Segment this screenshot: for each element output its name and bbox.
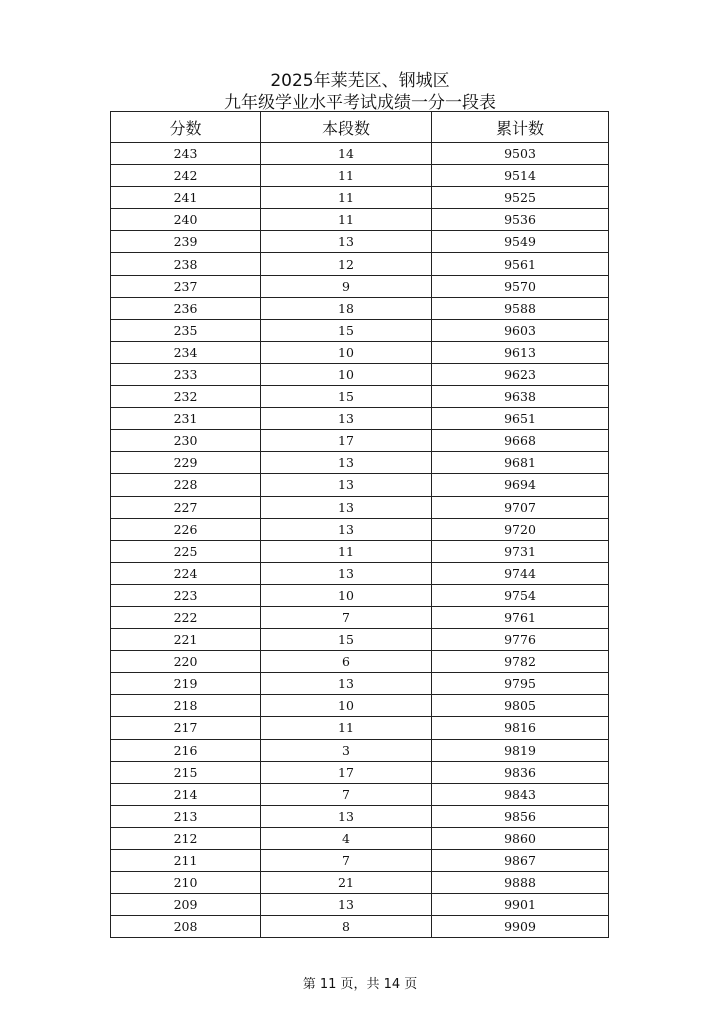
segment-count-cell: 13 bbox=[261, 518, 432, 540]
segment-count-cell: 6 bbox=[261, 651, 432, 673]
table-row bbox=[111, 209, 609, 231]
score-cell: 224 bbox=[111, 562, 261, 584]
document-title-line-1: 2025年莱芜区、钢城区 bbox=[270, 71, 450, 91]
table-row bbox=[111, 783, 609, 805]
table-row bbox=[111, 363, 609, 385]
table-row bbox=[111, 386, 609, 408]
segment-count-cell: 17 bbox=[261, 430, 432, 452]
table-row bbox=[111, 827, 609, 849]
table-row bbox=[111, 143, 609, 165]
score-cell: 228 bbox=[111, 474, 261, 496]
table-row bbox=[111, 673, 609, 695]
score-cell: 215 bbox=[111, 761, 261, 783]
cumulative-count-cell: 9525 bbox=[432, 187, 609, 209]
score-cell: 241 bbox=[111, 187, 261, 209]
header-score: 分数 bbox=[111, 112, 261, 143]
score-cell: 235 bbox=[111, 319, 261, 341]
segment-count-cell: 18 bbox=[261, 297, 432, 319]
table-row bbox=[111, 452, 609, 474]
document-title-line-2: 九年级学业水平考试成绩一分一段表 bbox=[224, 93, 496, 113]
score-cell: 231 bbox=[111, 408, 261, 430]
table-row bbox=[111, 430, 609, 452]
score-cell: 221 bbox=[111, 629, 261, 651]
table-row bbox=[111, 606, 609, 628]
segment-count-cell: 11 bbox=[261, 540, 432, 562]
cumulative-count-cell: 9720 bbox=[432, 518, 609, 540]
segment-count-cell: 12 bbox=[261, 253, 432, 275]
cumulative-count-cell: 9651 bbox=[432, 408, 609, 430]
score-distribution-table bbox=[110, 111, 609, 938]
score-cell: 214 bbox=[111, 783, 261, 805]
cumulative-count-cell: 9867 bbox=[432, 850, 609, 872]
segment-count-cell: 11 bbox=[261, 187, 432, 209]
cumulative-count-cell: 9761 bbox=[432, 606, 609, 628]
score-cell: 212 bbox=[111, 827, 261, 849]
score-cell: 230 bbox=[111, 430, 261, 452]
score-cell: 208 bbox=[111, 916, 261, 938]
table-row bbox=[111, 253, 609, 275]
table-row bbox=[111, 916, 609, 938]
cumulative-count-cell: 9860 bbox=[432, 827, 609, 849]
segment-count-cell: 11 bbox=[261, 165, 432, 187]
cumulative-count-cell: 9694 bbox=[432, 474, 609, 496]
table-row bbox=[111, 872, 609, 894]
score-cell: 240 bbox=[111, 209, 261, 231]
segment-count-cell: 13 bbox=[261, 894, 432, 916]
score-cell: 232 bbox=[111, 386, 261, 408]
cumulative-count-cell: 9561 bbox=[432, 253, 609, 275]
cumulative-count-cell: 9888 bbox=[432, 872, 609, 894]
table-row bbox=[111, 805, 609, 827]
score-cell: 233 bbox=[111, 363, 261, 385]
table-row bbox=[111, 739, 609, 761]
segment-count-cell: 13 bbox=[261, 673, 432, 695]
cumulative-count-cell: 9731 bbox=[432, 540, 609, 562]
table-row bbox=[111, 165, 609, 187]
table-row bbox=[111, 695, 609, 717]
segment-count-cell: 10 bbox=[261, 695, 432, 717]
segment-count-cell: 17 bbox=[261, 761, 432, 783]
score-cell: 216 bbox=[111, 739, 261, 761]
score-cell: 238 bbox=[111, 253, 261, 275]
segment-count-cell: 10 bbox=[261, 363, 432, 385]
score-cell: 220 bbox=[111, 651, 261, 673]
score-cell: 239 bbox=[111, 231, 261, 253]
page-footer: 第 11 页，共 14 页 bbox=[302, 977, 418, 992]
cumulative-count-cell: 9816 bbox=[432, 717, 609, 739]
cumulative-count-cell: 9901 bbox=[432, 894, 609, 916]
score-cell: 236 bbox=[111, 297, 261, 319]
segment-count-cell: 13 bbox=[261, 452, 432, 474]
table-row bbox=[111, 761, 609, 783]
segment-count-cell: 10 bbox=[261, 341, 432, 363]
segment-count-cell: 4 bbox=[261, 827, 432, 849]
score-cell: 225 bbox=[111, 540, 261, 562]
cumulative-count-cell: 9536 bbox=[432, 209, 609, 231]
table-row bbox=[111, 187, 609, 209]
segment-count-cell: 7 bbox=[261, 606, 432, 628]
segment-count-cell: 11 bbox=[261, 717, 432, 739]
segment-count-cell: 3 bbox=[261, 739, 432, 761]
cumulative-count-cell: 9707 bbox=[432, 496, 609, 518]
table-row bbox=[111, 275, 609, 297]
cumulative-count-cell: 9754 bbox=[432, 584, 609, 606]
score-cell: 237 bbox=[111, 275, 261, 297]
segment-count-cell: 10 bbox=[261, 584, 432, 606]
table-row bbox=[111, 562, 609, 584]
score-cell: 223 bbox=[111, 584, 261, 606]
table-row bbox=[111, 540, 609, 562]
segment-count-cell: 21 bbox=[261, 872, 432, 894]
table-row bbox=[111, 850, 609, 872]
cumulative-count-cell: 9782 bbox=[432, 651, 609, 673]
table-row bbox=[111, 584, 609, 606]
segment-count-cell: 13 bbox=[261, 805, 432, 827]
score-cell: 218 bbox=[111, 695, 261, 717]
table-header-row bbox=[111, 112, 609, 143]
score-cell: 213 bbox=[111, 805, 261, 827]
score-cell: 227 bbox=[111, 496, 261, 518]
header-segment-count: 本段数 bbox=[261, 112, 432, 143]
table-row bbox=[111, 518, 609, 540]
segment-count-cell: 13 bbox=[261, 496, 432, 518]
cumulative-count-cell: 9668 bbox=[432, 430, 609, 452]
score-cell: 226 bbox=[111, 518, 261, 540]
cumulative-count-cell: 9856 bbox=[432, 805, 609, 827]
table-row bbox=[111, 717, 609, 739]
segment-count-cell: 7 bbox=[261, 850, 432, 872]
score-cell: 229 bbox=[111, 452, 261, 474]
cumulative-count-cell: 9514 bbox=[432, 165, 609, 187]
table-row bbox=[111, 408, 609, 430]
segment-count-cell: 13 bbox=[261, 231, 432, 253]
table-row bbox=[111, 319, 609, 341]
score-cell: 211 bbox=[111, 850, 261, 872]
cumulative-count-cell: 9909 bbox=[432, 916, 609, 938]
score-cell: 242 bbox=[111, 165, 261, 187]
score-cell: 234 bbox=[111, 341, 261, 363]
cumulative-count-cell: 9819 bbox=[432, 739, 609, 761]
cumulative-count-cell: 9681 bbox=[432, 452, 609, 474]
segment-count-cell: 13 bbox=[261, 474, 432, 496]
segment-count-cell: 15 bbox=[261, 319, 432, 341]
segment-count-cell: 15 bbox=[261, 386, 432, 408]
cumulative-count-cell: 9588 bbox=[432, 297, 609, 319]
table-row bbox=[111, 474, 609, 496]
cumulative-count-cell: 9795 bbox=[432, 673, 609, 695]
table-row bbox=[111, 629, 609, 651]
score-cell: 210 bbox=[111, 872, 261, 894]
segment-count-cell: 9 bbox=[261, 275, 432, 297]
cumulative-count-cell: 9549 bbox=[432, 231, 609, 253]
segment-count-cell: 7 bbox=[261, 783, 432, 805]
score-cell: 217 bbox=[111, 717, 261, 739]
table-row bbox=[111, 651, 609, 673]
score-cell: 219 bbox=[111, 673, 261, 695]
segment-count-cell: 13 bbox=[261, 562, 432, 584]
cumulative-count-cell: 9776 bbox=[432, 629, 609, 651]
cumulative-count-cell: 9503 bbox=[432, 143, 609, 165]
cumulative-count-cell: 9570 bbox=[432, 275, 609, 297]
segment-count-cell: 13 bbox=[261, 408, 432, 430]
score-cell: 209 bbox=[111, 894, 261, 916]
segment-count-cell: 14 bbox=[261, 143, 432, 165]
cumulative-count-cell: 9744 bbox=[432, 562, 609, 584]
score-cell: 222 bbox=[111, 606, 261, 628]
cumulative-count-cell: 9805 bbox=[432, 695, 609, 717]
table-row bbox=[111, 496, 609, 518]
cumulative-count-cell: 9613 bbox=[432, 341, 609, 363]
table-row bbox=[111, 894, 609, 916]
segment-count-cell: 15 bbox=[261, 629, 432, 651]
cumulative-count-cell: 9836 bbox=[432, 761, 609, 783]
score-cell: 243 bbox=[111, 143, 261, 165]
header-cumulative-count: 累计数 bbox=[432, 112, 609, 143]
table-row bbox=[111, 231, 609, 253]
segment-count-cell: 8 bbox=[261, 916, 432, 938]
cumulative-count-cell: 9603 bbox=[432, 319, 609, 341]
cumulative-count-cell: 9623 bbox=[432, 363, 609, 385]
segment-count-cell: 11 bbox=[261, 209, 432, 231]
cumulative-count-cell: 9843 bbox=[432, 783, 609, 805]
table-row bbox=[111, 341, 609, 363]
cumulative-count-cell: 9638 bbox=[432, 386, 609, 408]
table-body bbox=[111, 143, 609, 938]
table-row bbox=[111, 297, 609, 319]
